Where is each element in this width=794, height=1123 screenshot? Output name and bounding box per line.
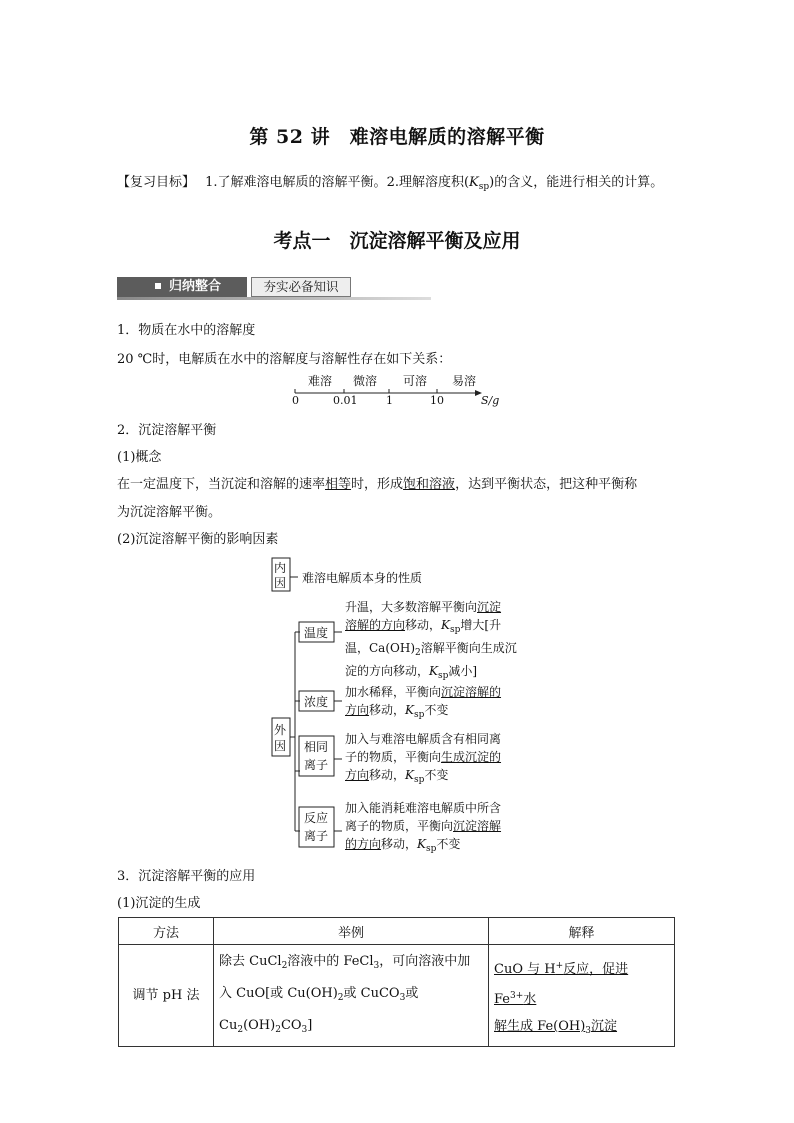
s2-sub1: (1)概念 (117, 450, 162, 465)
concept-line-2: 为沉淀溶解平衡。 (117, 505, 222, 520)
review-goal (117, 171, 663, 192)
banner-tag: 夯实必备知识 (251, 277, 351, 297)
section-banner (117, 277, 431, 299)
goal-item-1: 1.了解难溶电解质的溶解平衡。 (205, 175, 387, 190)
s3-heading: 3．沉淀溶解平衡的应用 (117, 869, 256, 884)
goal-item-2: 2.理解溶度积$(K_{sp})$的含义，能进行相关的计算。 (386, 175, 664, 192)
explanation-cell: CuO 与 H+反应，促进 $Fe^{3+}$水 解生成 $Fe(OH)_3$沉淀 (489, 945, 675, 1047)
outer-label: 外 (274, 723, 287, 737)
table-header: 方法 (119, 918, 214, 945)
inner-label: 因 (274, 576, 287, 590)
lecture-title: 第 52 讲 难溶电解质的溶解平衡 (249, 126, 545, 148)
scale-tick: 1 (386, 394, 393, 407)
scale-label: 易溶 (452, 374, 477, 388)
react-ion-label: 离子 (304, 829, 329, 843)
scale-tick: 10 (430, 394, 444, 407)
scale-label: 难溶 (308, 374, 333, 388)
table-row (119, 945, 675, 1047)
square-bullet-icon (155, 283, 161, 289)
scale-tick: 0.01 (333, 394, 358, 407)
temp-text: 升温，大多数溶解平衡向沉淀 溶解的方向移动，$K_{sp}$增大[升 温，$Ca(OH)_2$溶解平衡向生成沉 淀的方向移动，$K_{sp}$减小] (345, 600, 517, 681)
inner-label: 内 (274, 561, 287, 575)
conc-label: 浓度 (304, 695, 329, 709)
scale-label: 微溶 (353, 374, 378, 388)
react-ion-label: 反应 (304, 811, 329, 825)
s1-text: 20 ℃时，电解质在水中的溶解度与溶解性存在如下关系： (117, 352, 452, 367)
same-ion-label: 离子 (304, 758, 329, 772)
method-cell: 调节 pH 法 (119, 945, 214, 1047)
concept-line-1: 在一定温度下，当沉淀和溶解的速率相等时，形成饱和溶液，达到平衡状态，把这种平衡称 (117, 477, 638, 492)
example-cell: 除去 CuCl$_2$溶液中的 FeCl$_3$，可向溶液中加 入 CuO[或 $Cu(OH)_2$或 CuCO$_3$或 $Cu_2(OH)_2CO_3$] (214, 945, 489, 1047)
s2-sub2: (2)沉淀溶解平衡的影响因素 (117, 532, 279, 547)
outer-label: 因 (274, 739, 287, 753)
conc-text: 加水稀释，平衡向沉淀溶解的 方向移动，$K_{sp}$不变 (345, 685, 502, 720)
review-goal-label: 【复习目标】 (117, 175, 196, 190)
application-table (118, 917, 675, 1047)
temp-label: 温度 (304, 626, 329, 640)
inner-text: 难溶电解质本身的性质 (302, 571, 423, 585)
same-ion-label: 相同 (304, 740, 329, 754)
react-ion-text: 加入能消耗难溶电解质中所含 离子的物质，平衡向沉淀溶解 的方向移动，$K_{sp}$不变 (345, 801, 502, 854)
scale-tick: 0 (292, 394, 299, 407)
s3-sub1: (1)沉淀的生成 (117, 896, 201, 911)
table-header: 举例 (214, 918, 489, 945)
factors-diagram (262, 556, 542, 856)
s2-heading: 2．沉淀溶解平衡 (117, 423, 217, 438)
banner-main: 归纳整合 (117, 277, 247, 297)
section-title: 考点一 沉淀溶解平衡及应用 (273, 230, 521, 252)
table-header: 解释 (489, 918, 675, 945)
banner-underline (117, 297, 431, 300)
scale-label: 可溶 (403, 374, 428, 388)
s1-heading: 1．物质在水中的溶解度 (117, 323, 256, 338)
solubility-scale (290, 372, 510, 412)
table-header-row (119, 918, 675, 945)
same-ion-text: 加入与难溶电解质含有相同离 子的物质，平衡向生成沉淀的 方向移动，$K_{sp}$不变 (345, 732, 502, 785)
scale-unit: S/g (481, 394, 500, 407)
